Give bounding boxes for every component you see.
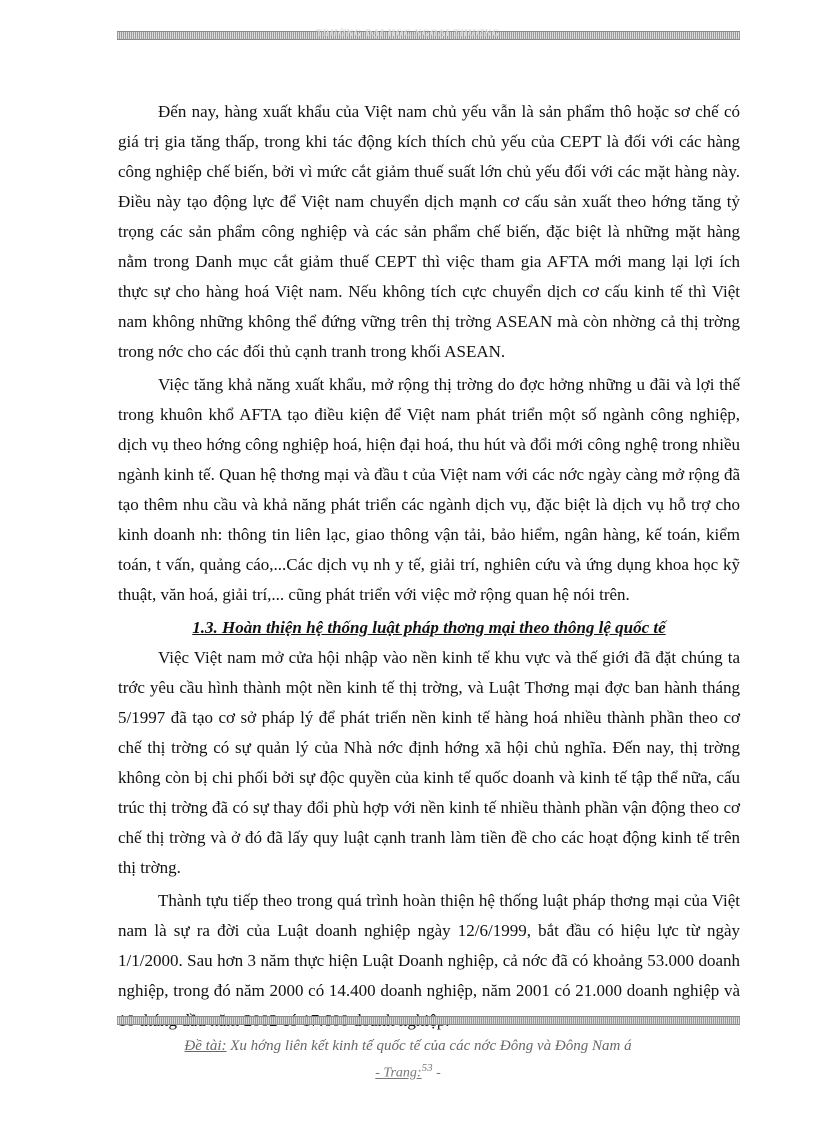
paragraph: Đến nay, hàng xuất khẩu của Việt nam chủ yếu vẫn là sản phẩm thô hoặc sơ chế có giá trị gia tăng thấp, trong khi tác động kích thích chủ yếu của CEPT là đối với các hàng công nghiệp chế biến, bởi vì mức cắt giảm thuế suất lớn chủ yếu đối với các mặt hàng này. Điều này tạo động lực để Việt nam chuyển dịch mạnh cơ cấu sản xuất theo hớng tăng tỷ trọng các sản phẩm công nghiệp và các sản phẩm chế biến, đặc biệt là những mặt hàng nằm trong Danh mục cắt giảm thuế CEPT thì việc tham gia AFTA mới mang lại lợi ích thực sự cho hàng hoá Việt nam. Nếu không tích cực chuyển dịch cơ cấu kinh tế thì Việt nam không những không thể đứng vững trên thị trờng ASEAN mà còn nhờng cả thị trờng trong nớc cho các đối thủ cạnh tranh trong khối ASEAN.: [118, 102, 740, 361]
footer-page-line: [0, 1057, 816, 1085]
footer-title: Xu hớng liên kết kinh tế quốc tế của các nớc Đông và Đông Nam á: [230, 1038, 632, 1054]
footer-label: Đề tài:: [184, 1038, 227, 1054]
footer-title-line: [0, 1035, 816, 1057]
page-content: [118, 97, 740, 1036]
page-number: 53: [421, 1062, 433, 1074]
page-suffix: -: [436, 1065, 441, 1081]
section-heading: 1.3. Hoàn thiện hệ thống luật pháp thơng mại theo thông lệ quốc tế: [192, 618, 666, 637]
page-label: - Trang:: [375, 1065, 422, 1081]
footer-rule: [117, 1016, 740, 1025]
page-footer: [0, 1035, 816, 1085]
paragraph: Việc tăng khả năng xuất khẩu, mở rộng thị trờng do đợc hởng những u đãi và lợi thế trong khuôn khổ AFTA tạo điều kiện để Việt nam phát triển một số ngành công nghiệp, dịch vụ theo hớng công nghiệp hoá, hiện đại hoá, thu hút và đổi mới công nghệ trong nhiều ngành kinh tế. Quan hệ thơng mại và đầu t của Việt nam với các nớc ngày càng mở rộng đã tạo thêm nhu cầu và khả năng phát triển các ngành dịch vụ, đặc biệt là dịch vụ hỗ trợ cho kinh doanh nh: thông tin liên lạc, giao thông vận tải, bảo hiểm, ngân hàng, kế toán, kiểm toán, t vấn, quảng cáo,...Các dịch vụ nh y tế, giải trí, nghiên cứu và ứng dụng khoa học kỹ thuật, văn hoá, giải trí,... cũng phát triển với việc mở rộng quan hệ nói trên.: [118, 375, 740, 604]
paragraph: Việc Việt nam mở cửa hội nhập vào nền kinh tế khu vực và thế giới đã đặt chúng ta trớc yêu cầu hình thành một nền kinh tế thị trờng, và Luật Thơng mại đợc ban hành tháng 5/1997 đã tạo cơ sở pháp lý để phát triển nền kinh tế hàng hoá nhiều thành phần theo cơ chế thị trờng có sự quản lý của Nhà nớc định hớng xã hội chủ nghĩa. Đến nay, thị trờng không còn bị chi phối bởi sự độc quyền của kinh tế quốc doanh và kinh tế tập thể nữa, cấu trúc thị trờng đã có sự thay đổi phù hợp với nền kinh tế nhiều thành phần vận động theo cơ chế thị trờng và ở đó đã lấy quy luật cạnh tranh làm tiền đề cho các hoạt động kinh tế trên thị trờng.: [118, 648, 740, 877]
header-text: TRƯỜNG ĐẠI HỌC NGOẠI THƯƠNG: [315, 28, 501, 38]
paragraph: Thành tựu tiếp theo trong quá trình hoàn thiện hệ thống luật pháp thơng mại của Việt nam là sự ra đời của Luật doanh nghiệp ngày 12/6/1999, bắt đầu có hiệu lực từ ngày 1/1/2000. Sau hơn 3 năm thực hiện Luật Doanh nghiệp, cả nớc đã có khoảng 53.000 doanh nghiệp, trong đó năm 2000 có 14.400 doanh nghiệp, năm 2001 có 21.000 doanh nghiệp và: [118, 891, 740, 1000]
